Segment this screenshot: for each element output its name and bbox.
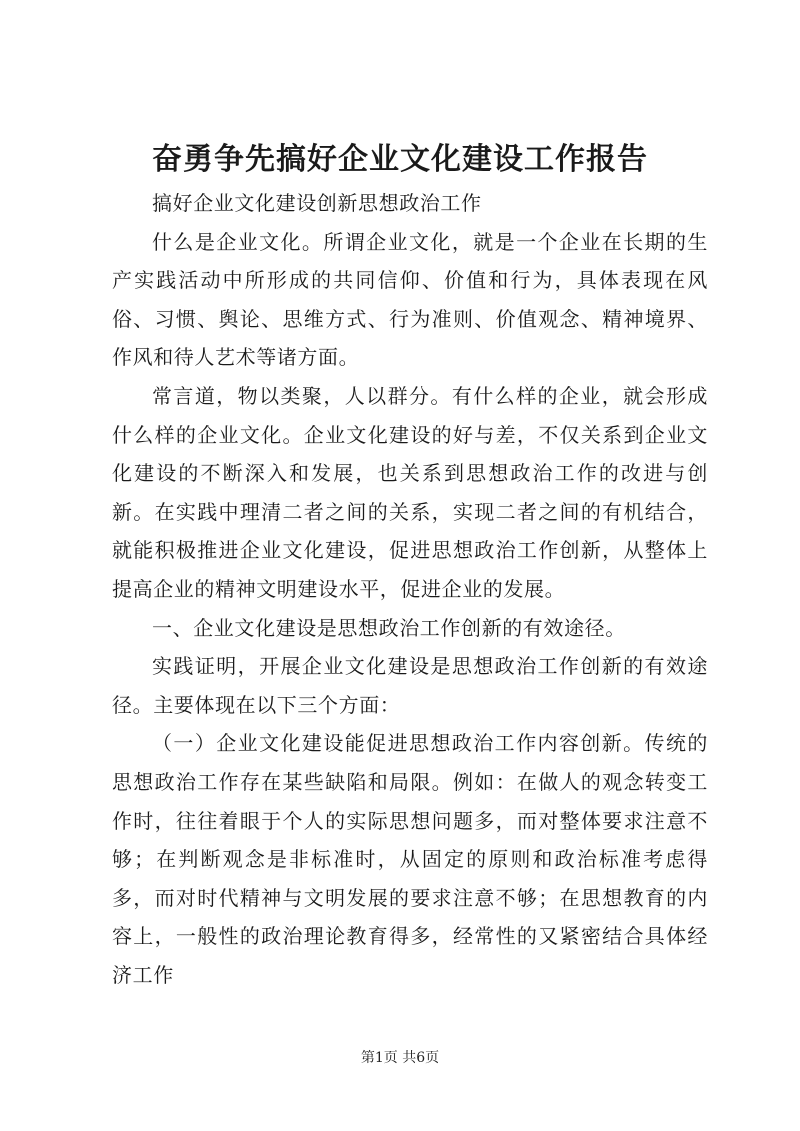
section-heading-one: 一、企业文化建设是思想政治工作创新的有效途径。 xyxy=(152,615,626,640)
page-title: 奋勇争先搞好企业文化建设工作报告 xyxy=(152,142,648,177)
subtitle-paragraph: 搞好企业文化建设创新思想政治工作 xyxy=(152,191,482,215)
paragraph-practice: 实践证明，开展企业文化建设是思想政治工作创新的有效途径。主要体现在以下三个方面： xyxy=(112,654,708,717)
document-body xyxy=(112,184,708,994)
paragraph-relationship: 常言道，物以类聚，人以群分。有什么样的企业，就会形成什么样的企业文化。企业文化建设的好与差，不仅关系到企业文化建设的不断深入和发展，也关系到思想政治工作的改进与创新。在实践中理清二者之间的关系，实现二者之间的有机结合，就能积极推进企业文化建设，促进思想政治工作创新，从整体上提高企业的精神文明建设水平，促进企业的发展。 xyxy=(112,383,708,601)
paragraph-content-innovation: （一）企业文化建设能促进思想政治工作内容创新。传统的思想政治工作存在某些缺陷和局限。例如：在做人的观念转变工作时，往往着眼于个人的实际思想问题多，而对整体要求注意不够；在判断观念是非标准时，从固定的原则和政治标准考虑得多，而对时代精神与文明发展的要求注意不够；在思想教育的内容上，一般性的政治理论教育得多，经常性的又紧密结合具体经济工作 xyxy=(112,731,708,987)
paragraph-definition: 什么是企业文化。所谓企业文化，就是一个企业在长期的生产实践活动中所形成的共同信仰、价值和行为，具体表现在风俗、习惯、舆论、思维方式、行为准则、价值观念、精神境界、作风和待人艺术等诸方面。 xyxy=(112,229,708,370)
page-footer: 第1页 共6页 xyxy=(360,1050,440,1066)
